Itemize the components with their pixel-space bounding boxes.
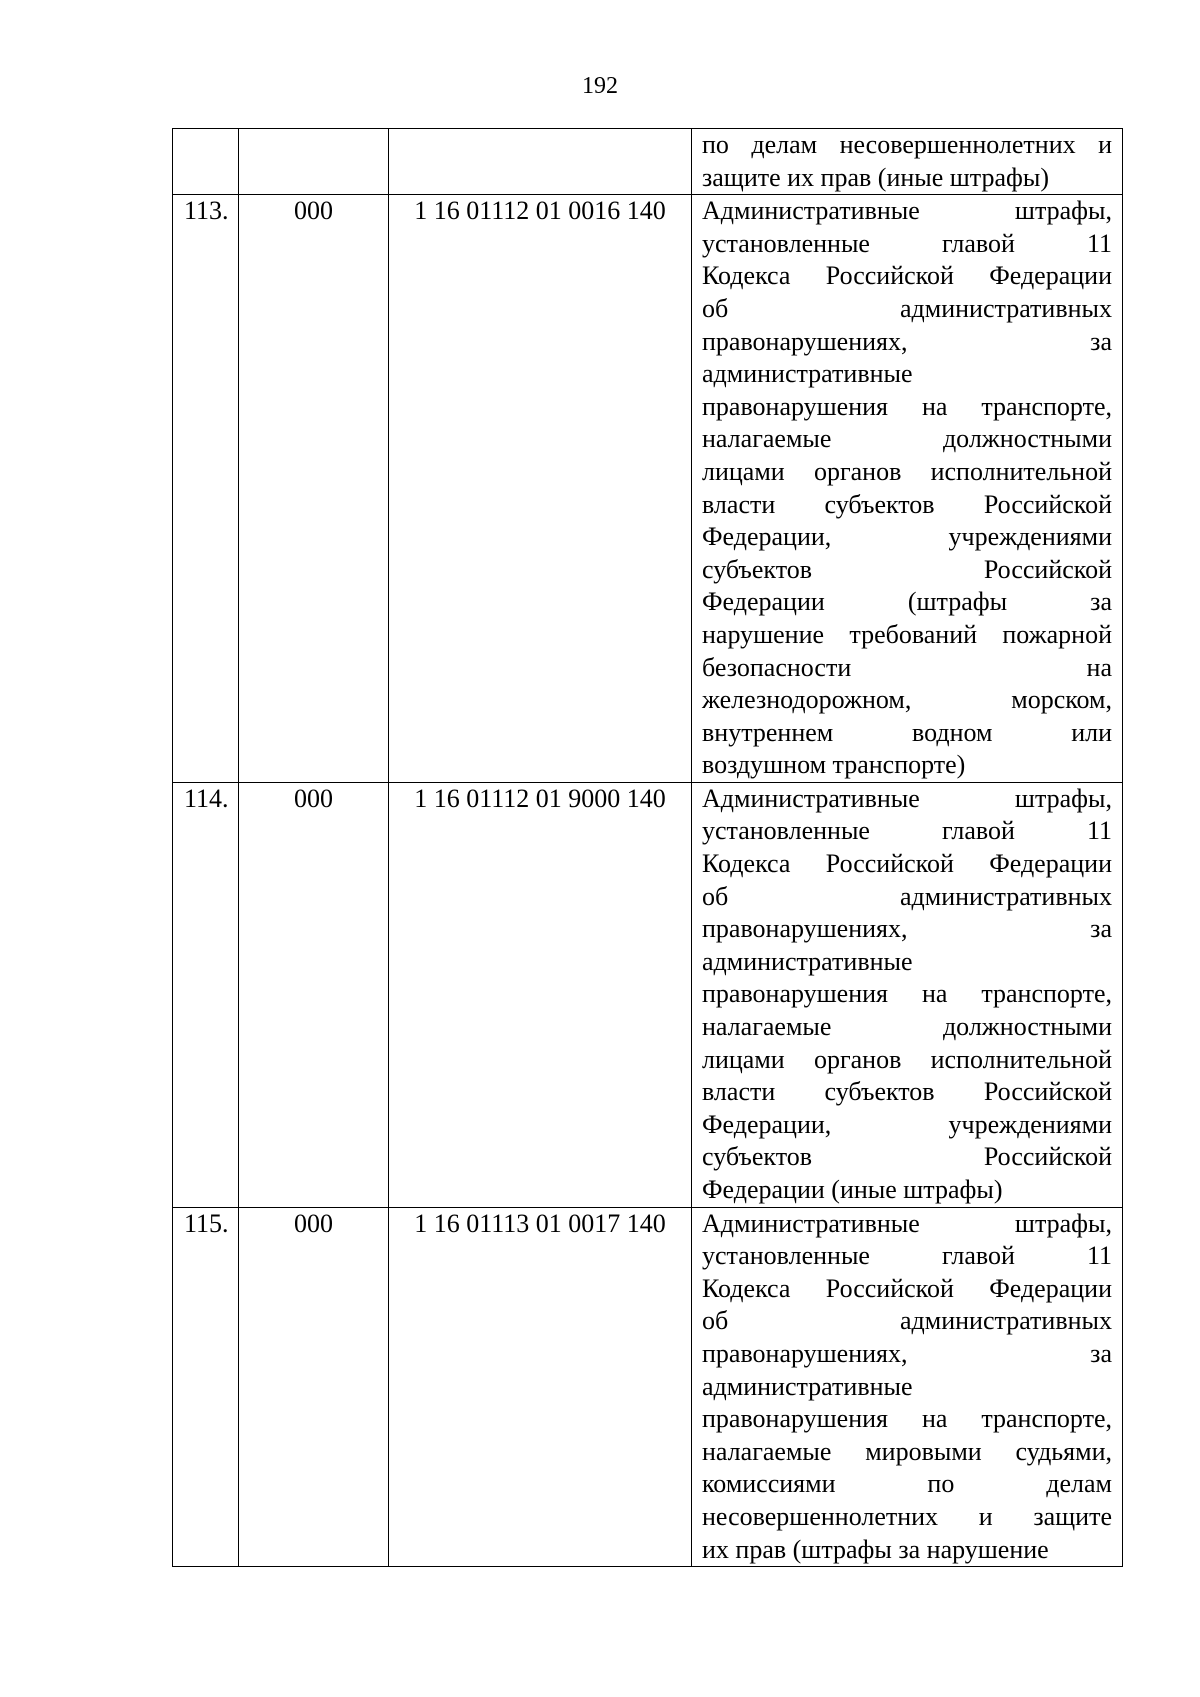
description-line: по делам несовершеннолетних и: [702, 130, 1112, 159]
table-row: [173, 129, 1123, 195]
admin-code-cell: 000: [239, 782, 389, 1207]
budget-codes-table: [172, 128, 1123, 1567]
admin-code-cell: [239, 129, 389, 195]
description-line: об административных: [702, 293, 1112, 323]
description-line: Кодекса Российской Федерации: [702, 261, 1112, 291]
description-line: власти субъектов Российской: [702, 489, 1112, 519]
budget-code-cell: 1 16 01112 01 0016 140: [389, 195, 692, 783]
description-cell: [692, 129, 1123, 195]
description-line: субъектов Российской: [702, 554, 1112, 584]
description-line: административные: [702, 946, 913, 976]
description-line: их прав (штрафы за нарушение: [702, 1534, 1049, 1564]
table-row: [173, 1207, 1123, 1567]
description-line: установленные главой 11: [702, 1241, 1112, 1271]
description-line: административные: [702, 359, 913, 389]
table-body: [173, 129, 1123, 1567]
description-line: налагаемые должностными: [702, 424, 1112, 454]
description-line: правонарушения на транспорте,: [702, 391, 1112, 421]
page-number: 192: [582, 73, 618, 99]
description-line: административные: [702, 1371, 913, 1401]
description-line: воздушном транспорте): [702, 750, 966, 780]
description-line: безопасности на: [702, 652, 1112, 682]
description-line: железнодорожном, морском,: [702, 685, 1112, 715]
budget-code-cell: [389, 129, 692, 195]
row-number-cell: 115.: [173, 1207, 239, 1567]
table-row: [173, 195, 1123, 783]
table-row: [173, 782, 1123, 1207]
description-line: Федерации, учреждениями: [702, 1109, 1112, 1139]
description-line: правонарушения на транспорте,: [702, 1404, 1112, 1434]
description-line: об административных: [702, 1306, 1112, 1336]
description-line: Административные штрафы,: [702, 196, 1112, 226]
description-line: лицами органов исполнительной: [702, 1044, 1112, 1074]
description-line: правонарушениях, за: [702, 914, 1112, 944]
description-line: Федерации (иные штрафы): [702, 1175, 1003, 1204]
description-line: нарушение требований пожарной: [702, 619, 1112, 649]
budget-code-cell: 1 16 01112 01 9000 140: [389, 782, 692, 1207]
admin-code-cell: 000: [239, 1207, 389, 1567]
description-cell: [692, 1207, 1123, 1567]
row-number-cell: 113.: [173, 195, 239, 783]
budget-code-cell: 1 16 01113 01 0017 140: [389, 1207, 692, 1567]
description-line: субъектов Российской: [702, 1142, 1112, 1172]
description-line: Кодекса Российской Федерации: [702, 1273, 1112, 1303]
description-line: налагаемые должностными: [702, 1012, 1112, 1042]
description-line: внутреннем водном или: [702, 717, 1112, 747]
description-line: Федерации, учреждениями: [702, 522, 1112, 552]
description-line: комиссиями по делам: [702, 1469, 1112, 1499]
description-line: Федерации (штрафы за: [702, 587, 1112, 617]
description-line: правонарушениях, за: [702, 1338, 1112, 1368]
row-number-cell: [173, 129, 239, 195]
description-line: несовершеннолетних и защите: [702, 1501, 1112, 1531]
description-line: правонарушениях, за: [702, 326, 1112, 356]
description-line: лицами органов исполнительной: [702, 456, 1112, 486]
description-line: правонарушения на транспорте,: [702, 979, 1112, 1009]
description-line: об административных: [702, 881, 1112, 911]
description-cell: [692, 782, 1123, 1207]
description-line: установленные главой 11: [702, 816, 1112, 846]
description-cell: [692, 195, 1123, 783]
description-line: установленные главой 11: [702, 228, 1112, 258]
description-line: власти субъектов Российской: [702, 1077, 1112, 1107]
row-number-cell: 114.: [173, 782, 239, 1207]
description-line: защите их прав (иные штрафы): [702, 162, 1050, 192]
description-line: Кодекса Российской Федерации: [702, 849, 1112, 879]
description-line: Административные штрафы,: [702, 783, 1112, 813]
description-line: Административные штрафы,: [702, 1208, 1112, 1238]
description-line: налагаемые мировыми судьями,: [702, 1436, 1112, 1466]
admin-code-cell: 000: [239, 195, 389, 783]
